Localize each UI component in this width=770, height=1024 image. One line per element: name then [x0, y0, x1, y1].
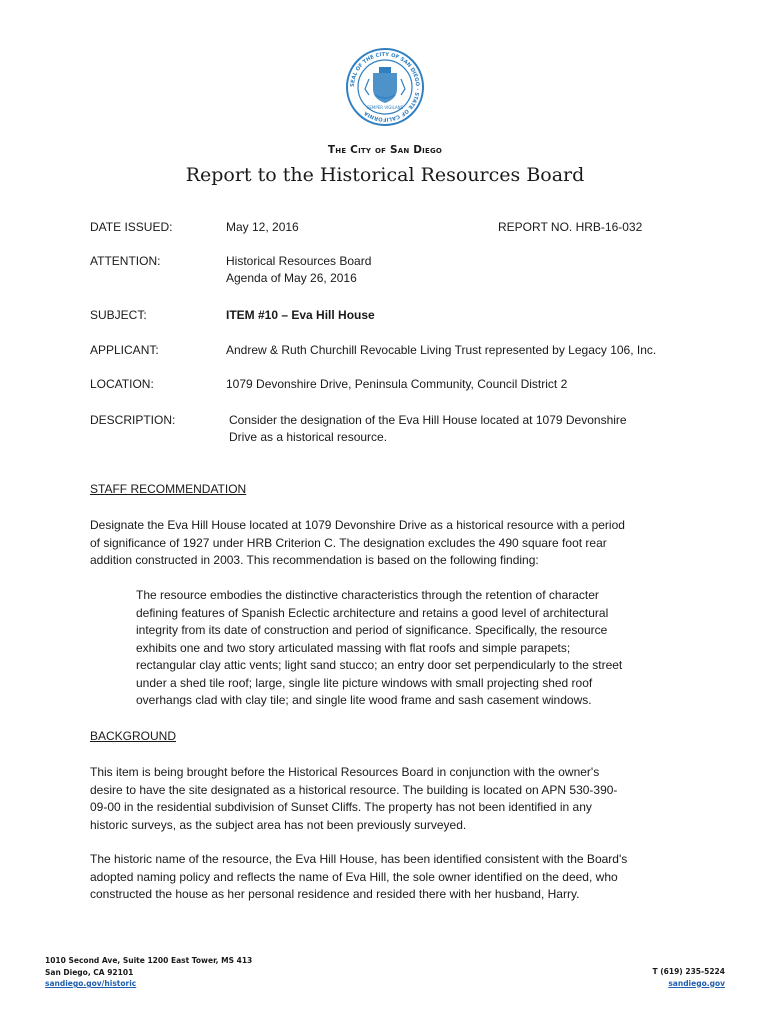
location-label: LOCATION: — [90, 377, 154, 391]
report-number: REPORT NO. HRB-16-032 — [498, 220, 643, 234]
description-line-1: Consider the designation of the Eva Hill House located at 1079 Devonshire — [229, 413, 627, 427]
attention-line-2: Agenda of May 26, 2016 — [226, 271, 357, 285]
location-value: 1079 Devonshire Drive, Peninsula Community, Council District 2 — [226, 377, 568, 391]
footer-address — [45, 955, 252, 990]
background-line: 09-00 in the residential subdivision of Sunset Cliffs. The property has not been identified in any — [90, 800, 592, 814]
finding-line: The resource embodies the distinctive characteristics through the retention of character — [136, 588, 599, 602]
applicant-label: APPLICANT: — [90, 343, 159, 357]
background-line: The historic name of the resource, the Eva Hill House, has been identified consistent with the Board's — [90, 852, 628, 866]
recommendation-paragraph — [90, 517, 680, 570]
background-line: historic surveys, as the subject area has not been previously surveyed. — [90, 817, 467, 832]
background-paragraph-2 — [90, 851, 680, 904]
staff-recommendation-heading: STAFF RECOMMENDATION — [90, 482, 247, 496]
date-issued-label: DATE ISSUED: — [90, 220, 173, 234]
recommendation-line: addition constructed in 2003. This recommendation is based on the following finding: — [90, 553, 539, 567]
attention-label: ATTENTION: — [90, 254, 161, 268]
date-issued-value: May 12, 2016 — [226, 220, 299, 234]
description-line-2: Drive as a historical resource. — [229, 430, 388, 444]
description-label: DESCRIPTION: — [90, 413, 176, 427]
recommendation-line: of significance of 1927 under HRB Criterion C. The designation excludes the 490 square foot rear — [90, 535, 607, 550]
finding-line: exhibits one and two story articulated massing with flat roofs and simple parapets; — [136, 640, 571, 655]
attention-line-1: Historical Resources Board — [226, 254, 372, 268]
background-line: This item is being brought before the Historical Resources Board in conjunction with the owner's — [90, 765, 600, 779]
finding-line: defining features of Spanish Eclectic architecture and retains a good level of architectural — [136, 605, 609, 620]
background-paragraph-1 — [90, 764, 680, 834]
finding-line: integrity from its date of construction and period of significance. Specifically, the resource — [136, 623, 608, 637]
finding-line: rectangular clay attic vents; light sand stucco; an entry door set perpendicularly to the street — [136, 658, 623, 672]
finding-line: overhangs clad with clay tile; and single lite wood frame and sash casement windows. — [136, 693, 592, 707]
footer-sandiego-link[interactable]: sandiego.gov — [668, 978, 725, 988]
applicant-value: Andrew & Ruth Churchill Revocable Living Trust represented by Legacy 106, Inc. — [226, 343, 657, 357]
report-title: Report to the Historical Resources Board — [185, 164, 585, 186]
footer-contact — [653, 966, 726, 989]
recommendation-line: Designate the Eva Hill House located at 1079 Devonshire Drive as a historical resource with a period — [90, 518, 625, 532]
footer-historic-link[interactable]: sandiego.gov/historic — [45, 979, 137, 988]
seal-inner-text: SEMPER VIGILANS — [366, 105, 404, 110]
city-seal-logo — [345, 43, 425, 131]
background-line: desire to have the site designated as a historical resource. The building is located on APN 530-390- — [90, 782, 618, 797]
footer-address-line-1: 1010 Second Ave, Suite 1200 East Tower, MS 413 — [45, 956, 253, 965]
subject-label: SUBJECT: — [90, 308, 147, 322]
background-line: constructed the house as her personal residence and resided there with her husband, Harry. — [90, 887, 580, 901]
footer-phone: T (619) 235-5224 — [652, 967, 725, 976]
background-line: adopted naming policy and reflects the name of Eva Hill, the sole owner identified on the deed, who — [90, 869, 618, 884]
finding-line: under a shed tile roof; large, single lite picture windows with small projecting shed roof — [136, 675, 593, 690]
subject-value: ITEM #10 – Eva Hill House — [226, 308, 375, 322]
footer-address-line-2: San Diego, CA 92101 — [45, 967, 134, 977]
city-name: The City of San Diego — [327, 144, 443, 156]
finding-paragraph — [136, 587, 676, 710]
seal-outer-text: SEAL OF THE CITY OF SAN DIEGO · STATE OF CALIFORNIA — [349, 51, 421, 123]
background-heading: BACKGROUND — [90, 729, 177, 743]
